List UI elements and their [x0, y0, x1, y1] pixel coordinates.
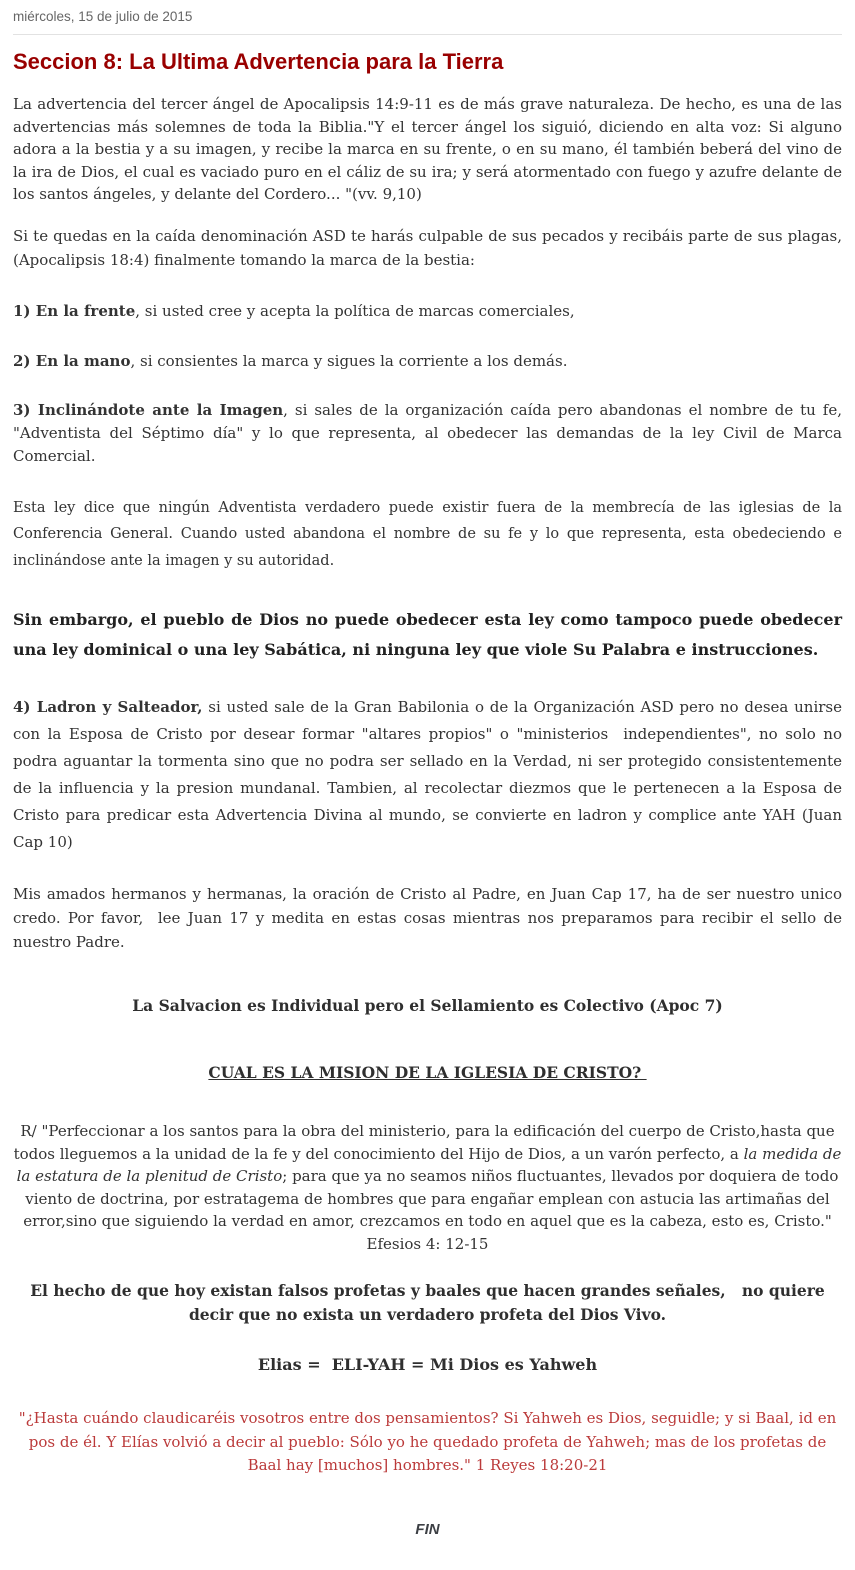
list-item-mano [13, 350, 842, 373]
falsos-profetas-statement: El hecho de que hoy existan falsos profetas y baales que hacen grandes señales, no quiere decir que no exista un verdadero profeta del Dios Vivo. [30, 1281, 831, 1325]
list-item-frente [13, 300, 842, 323]
mis-amados-paragraph: Mis amados hermanos y hermanas, la oración de Cristo al Padre, en Juan Cap 17, ha de ser nuestro unico credo. Por favor, lee Juan 17 y medita en estas cosas mientras nos preparamos para recibir el sello de nuestro Padre. [13, 884, 847, 951]
salvacion-statement: La Salvacion es Individual pero el Sellamiento es Colectivo (Apoc 7) [132, 995, 723, 1015]
list-item-ladron-text: si usted sale de la Gran Babilonia o de la Organización ASD pero no desea unirse con la Esposa de Cristo por desear formar "altares propios" o "ministerios independientes", no solo no podra aguantar la tormenta sino que no podra ser sellado en la Verdad, ni ser protegido consistentemente de la influencia y la presion mundanal. Tambien, al recolectar diezmos que le pertenecen a la Esposa de Cristo para predicar esta Advertencia Divina al mundo, se convierte en ladron y complice ante YAH (Juan Cap 10) [13, 697, 847, 851]
list-item-ladron [13, 694, 847, 856]
list-item-frente-text: , si usted cree y acepta la política de marcas comerciales, [135, 301, 575, 320]
list-item-imagen-lead: 3) Inclinándote ante la Imagen [13, 400, 284, 419]
list-item-imagen-text: , si sales de la organización caída pero abandonas el nombre de tu fe, "Adventista del Séptimo día" y lo que representa, al obedecer las demandas de la ley Civil de Marca Comercial. [13, 400, 847, 466]
list-item-ladron-lead: 4) Ladron y Salteador, [13, 697, 203, 716]
respuesta-text-end: ; para que ya no seamos niños fluctuantes, llevados por doquiera de todo viento de doctrina, por estratagema de hombres que para engañar emplean con astucia las artimañas del error,sino que siguiendo la verdad en amor, crezcamos en todo en aquel que es la cabeza, esto es, Cristo." Efesios 4: 12-15 [23, 1167, 844, 1253]
list-item-mano-text: , si consientes la marca y sigues la corriente a los demás. [130, 352, 568, 371]
warning-paragraph: Si te quedas en la caída denominación ASD te harás culpable de sus pecados y recibáis parte de sus plagas, (Apocalipsis 18:4) finalmente tomando la marca de la bestia: [13, 226, 847, 269]
respuesta-text-italic: la medida de la estatura de la plenitud de Cristo [16, 1144, 847, 1186]
mision-heading [13, 1061, 842, 1084]
list-item-imagen [13, 399, 847, 469]
elias-equation: Elias = ELI-YAH = Mi Dios es Yahweh [257, 1355, 598, 1375]
post-title[interactable]: Seccion 8: La Ultima Advertencia para la Tierra [13, 49, 504, 74]
list-item-frente-lead: 1) En la frente [13, 301, 136, 320]
respuesta-text-start: R/ "Perfeccionar a los santos para la obra del ministerio, para la edificación del cuerpo de Cristo,hasta que todos lleguemos a la unidad de la fe y del conocimiento del Hijo de Dios, a un varón perfecto, a [13, 1122, 840, 1163]
sin-embargo-paragraph: Sin embargo, el pueblo de Dios no puede obedecer esta ley como tampoco puede obedecer una ley dominical o una ley Sabática, ni ninguna ley que viole Su Palabra e instrucciones. [13, 610, 848, 660]
list-item-mano-lead: 2) En la mano [13, 352, 131, 371]
mision-heading-text: CUAL ES LA MISION DE LA IGLESIA DE CRISTO? [208, 1063, 647, 1083]
esta-ley-paragraph: Esta ley dice que ningún Adventista verdadero puede existir fuera de la membrecía de las iglesias de la Conferencia General. Cuando usted abandona el nombre de su fe y lo que representa, esta obedeciendo e inclinándose ante la imagen y su autoridad. [13, 499, 847, 570]
fin-marker: FIN [415, 1521, 440, 1539]
respuesta-paragraph [13, 1120, 847, 1255]
post-date: miércoles, 15 de julio de 2015 [13, 0, 842, 35]
intro-paragraph: La advertencia del tercer ángel de Apocalipsis 14:9-11 es de más grave naturaleza. De hecho, es una de las advertencias más solemnes de toda la Biblia."Y el tercer ángel los siguió, diciendo en alta voz: Si alguno adora a la bestia y a su imagen, y recibe la marca en su frente, o en su mano, él también beberá del vino de la ira de Dios, el cual es vaciado puro en el cáliz de su ira; y será atormentado con fuego y azufre delante de los santos ángeles, y delante del Cordero... "(vv. 9,10) [13, 95, 847, 204]
reyes-quote: "¿Hasta cuándo claudicaréis vosotros entre dos pensamientos? Si Yahweh es Dios, seguidle; y si Baal, id en pos de él. Y Elías volvió a decir al pueblo: Sólo yo he quedado profeta de Yahweh; mas de los profetas de Baal hay [muchos] hombres." 1 Reyes 18:20-21 [18, 1409, 842, 1474]
